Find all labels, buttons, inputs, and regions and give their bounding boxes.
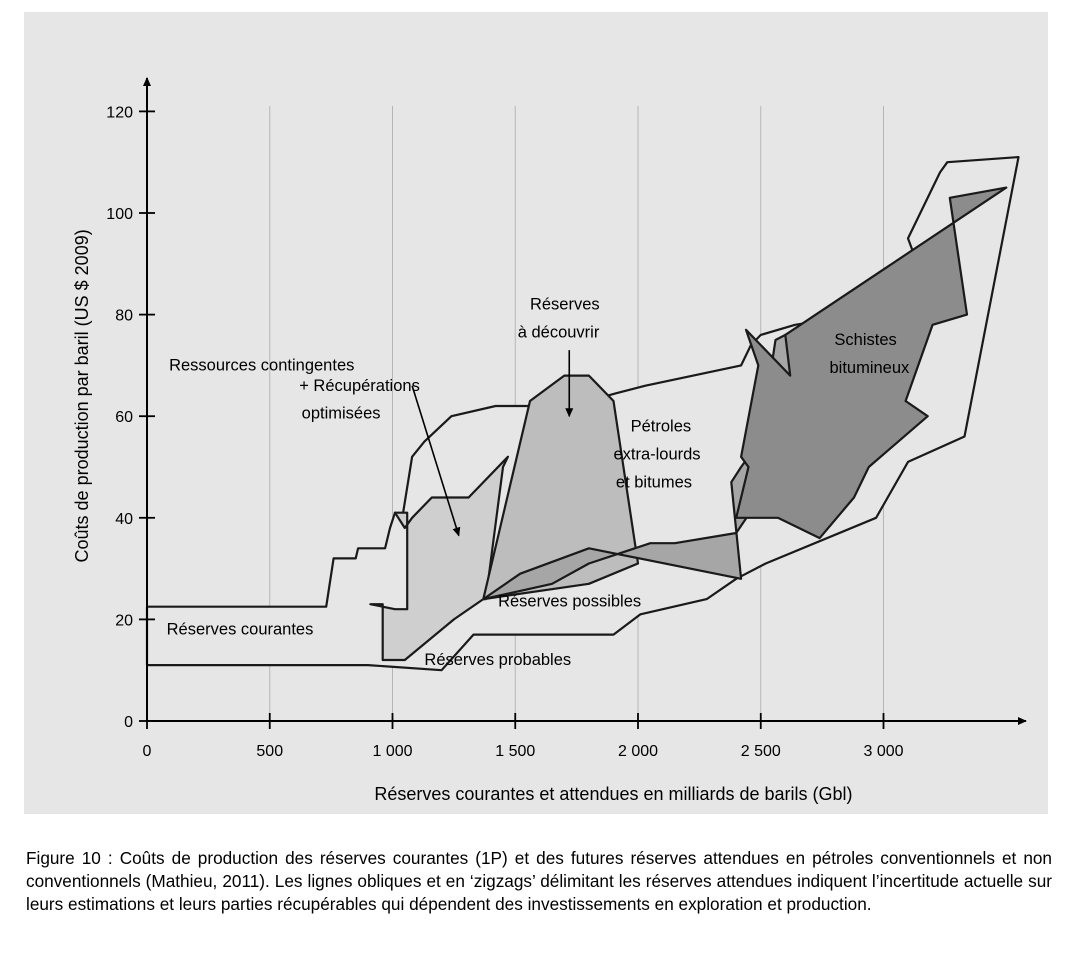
y-tick-label-0: 0 xyxy=(124,714,133,731)
x-tick-label-0: 0 xyxy=(142,743,152,760)
y-tick-label-6: 120 xyxy=(106,104,133,122)
annotation-label-7: à découvrir xyxy=(517,323,600,342)
x-axis-title: Réserves courantes et attendues en milliards de barils (Gbl) xyxy=(374,784,853,804)
annotation-label-0: Réserves courantes xyxy=(166,620,314,639)
y-tick-label-5: 100 xyxy=(106,206,133,223)
annotation-label-9: extra-lourds xyxy=(613,445,701,464)
x-tick-label-2: 1 000 xyxy=(372,743,413,760)
annotation-label-8: Pétroles xyxy=(630,417,692,436)
y-tick-label-1: 20 xyxy=(115,612,133,630)
x-tick-label-3: 1 500 xyxy=(495,743,536,760)
annotation-label-4: + Récupérations xyxy=(299,376,420,395)
y-tick-label-4: 80 xyxy=(115,307,133,325)
annotation-label-12: bitumineux xyxy=(829,359,910,378)
x-tick-label-4: 2 000 xyxy=(617,743,659,760)
y-tick-label-3: 60 xyxy=(115,409,133,427)
annotation-label-1: Réserves probables xyxy=(424,651,572,670)
annotation-label-11: Schistes xyxy=(834,331,897,350)
annotation-label-6: Réserves xyxy=(529,295,600,314)
x-tick-label-6: 3 000 xyxy=(863,743,904,760)
y-axis-title: Coûts de production par baril (US $ 2009) xyxy=(72,229,92,563)
annotation-label-10: et bitumes xyxy=(615,473,693,492)
annotation-label-3: Ressources contingentes xyxy=(169,356,355,375)
x-tick-label-5: 2 500 xyxy=(740,743,781,760)
y-tick-label-2: 40 xyxy=(115,510,133,528)
annotation-label-5: optimisées xyxy=(301,404,381,423)
annotation-label-2: Réserves possibles xyxy=(498,592,642,611)
figure-caption: Figure 10 : Coûts de production des réserves courantes (1P) et des futures réserves attendues en pétroles conventionnels et non conventionnels (Mathieu, 2011). Les lignes obliques et en ‘zigzags’ délimitant les réserves attendues indiquent l’incertitude actuelle sur leurs estimations et leurs parties récupérables qui dépendent des investissements en exploration et production. xyxy=(26,848,1052,914)
x-tick-label-1: 500 xyxy=(256,743,284,760)
